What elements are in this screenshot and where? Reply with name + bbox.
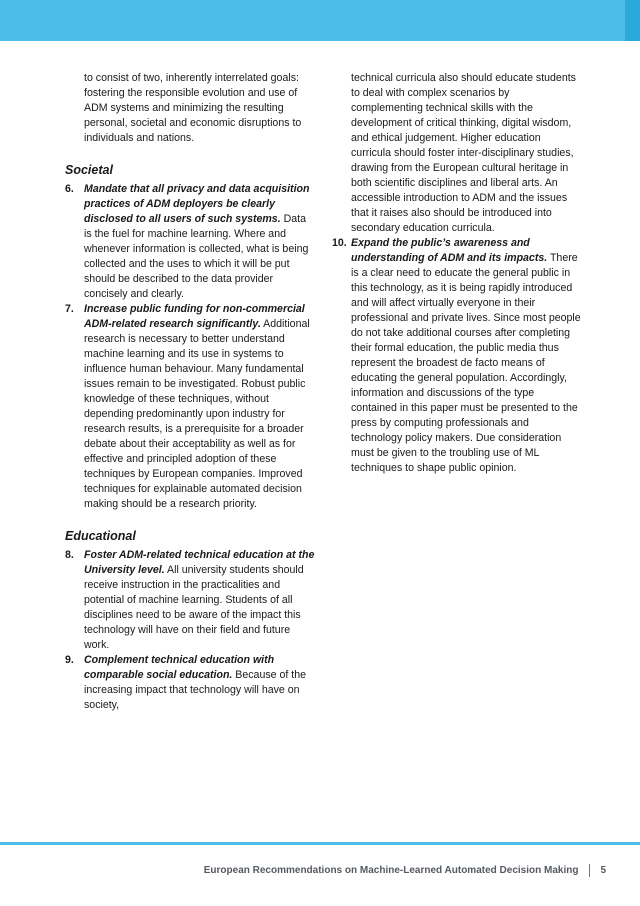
page-footer bbox=[204, 864, 606, 877]
recommendation-number: 7. bbox=[65, 303, 74, 315]
header-band-edge bbox=[625, 0, 640, 41]
recommendation-number: 6. bbox=[65, 183, 74, 195]
left-column bbox=[65, 71, 315, 713]
recommendation-title: Mandate that all privacy and data acquisition practices of ADM deployers be clearly disclosed to all users of such systems. bbox=[84, 183, 310, 225]
footer-title: European Recommendations on Machine-Learned Automated Decision Making bbox=[203, 865, 579, 876]
recommendation-number: 9. bbox=[65, 654, 74, 666]
right-column bbox=[332, 71, 582, 476]
header-band bbox=[0, 0, 625, 41]
recommendation-title: Foster ADM-related technical education at the University level. bbox=[84, 549, 315, 576]
continuation-paragraph: technical curricula also should educate students to deal with complex scenarios by complementing technical skills with the development of critical thinking, digital wisdom, and ethical judgement. Higher education curricula should foster inter-disciplinary studies, drawing from the European cultural heritage in both scientific disciplines and liberal arts. An accessible introduction to ADM and the issues that it raises also should be introduced into secondary education curricula. bbox=[351, 72, 576, 234]
recommendation-number: 8. bbox=[65, 549, 74, 561]
recommendation-number: 10. bbox=[332, 237, 347, 249]
recommendation-body: Additional research is necessary to better understand machine learning and its use in systems to influence human behaviour. Many fundamental issues remain to be investigated. Robust public knowledge of these techniques, without depending predominantly upon industry for research results, is a prerequisite for a broader debate about their acceptability as well as for effective and principled adoption of these techniques by European companies. Improved techniques for explainable automated decision making should be a research priority. bbox=[84, 318, 310, 510]
recommendation-body: Because of the increasing impact that technology will have on society, bbox=[84, 669, 306, 711]
recommendation-body: There is a clear need to educate the general public in this technology, as it is being rapidly introduced and will affect virtually everyone in their professional and private lives. Since most people do not take additional courses after completing their formal education, the public media thus represent the broadest de facto means of educating the general population. Accordingly, information and discussions of the type contained in this paper must be presented to the press by computing professionals and technology policy makers. Due consideration must be given to the troubling use of ML techniques to shape public opinion. bbox=[351, 252, 581, 474]
recommendation-8 bbox=[65, 548, 315, 653]
page-number: 5 bbox=[600, 865, 606, 876]
footer-rule bbox=[0, 842, 640, 845]
recommendation-7 bbox=[65, 302, 315, 512]
recommendation-title: Complement technical education with comparable social education. bbox=[84, 654, 275, 681]
recommendation-body: All university students should receive instruction in the practicalities and potential of machine learning. Students of all disciplines need to be aware of the impact this technology will have on their field and future work. bbox=[84, 564, 304, 651]
recommendation-title: Increase public funding for non-commercial ADM-related research significantly. bbox=[84, 303, 305, 330]
recommendation-10 bbox=[332, 236, 582, 476]
footer-divider bbox=[589, 864, 590, 877]
recommendation-6 bbox=[65, 182, 315, 302]
section-heading-educational: Educational bbox=[65, 529, 136, 543]
section-heading-societal: Societal bbox=[65, 163, 113, 177]
recommendation-body: Data is the fuel for machine learning. Where and whenever information is collected, what is being collected and the uses to which it will be put should be described to the data provider concisely and clearly. bbox=[84, 213, 309, 300]
intro-paragraph: to consist of two, inherently interrelated goals: fostering the responsible evolution and use of ADM systems and minimizing the resulting personal, societal and economic disruptions to individuals and nations. bbox=[84, 72, 302, 144]
recommendation-title: Expand the public’s awareness and understanding of ADM and its impacts. bbox=[351, 237, 548, 264]
recommendation-9 bbox=[65, 653, 315, 713]
